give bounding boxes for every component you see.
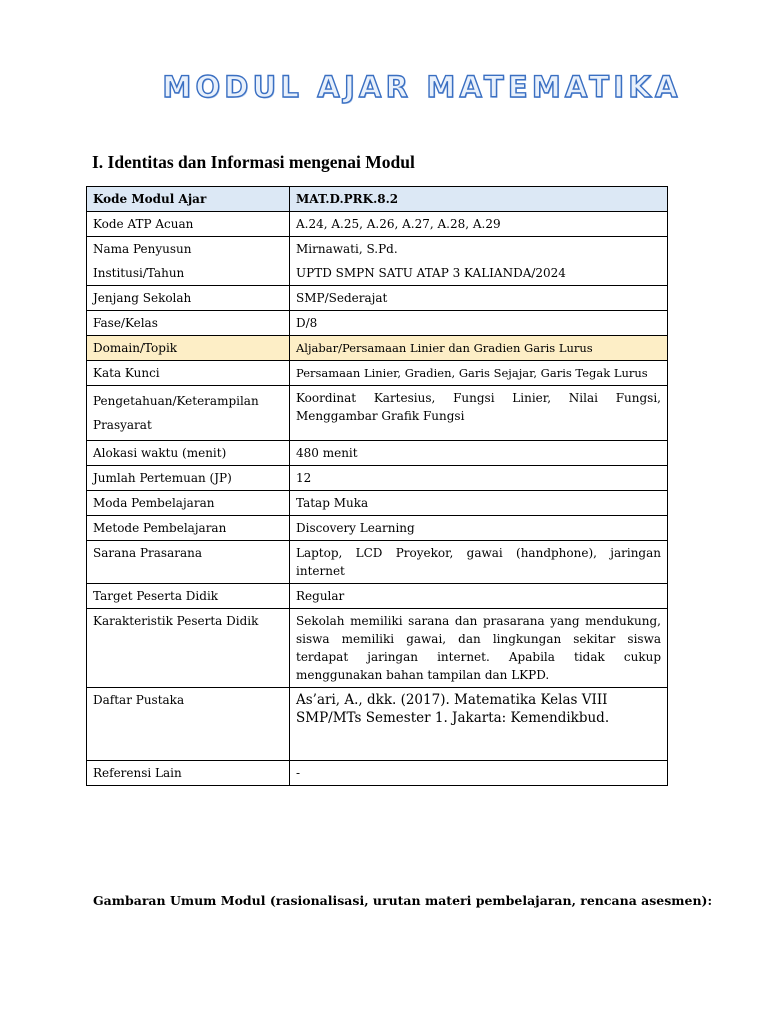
row-value: D/8 — [290, 311, 668, 336]
table-row-moda — [87, 491, 668, 516]
row-label: Target Peserta Didik — [87, 584, 290, 609]
row-value: 480 menit — [290, 441, 668, 466]
row-value: Regular — [290, 584, 668, 609]
table-row-domain-topik — [87, 336, 668, 361]
row-label: Fase/Kelas — [87, 311, 290, 336]
row-value: A.24, A.25, A.26, A.27, A.28, A.29 — [290, 212, 668, 237]
row-value: Koordinat Kartesius, Fungsi Linier, Nilai Fungsi, Menggambar Grafik Fungsi — [290, 386, 668, 441]
row-value: Persamaan Linier, Gradien, Garis Sejajar, Garis Tegak Lurus — [290, 361, 668, 386]
row-value: - — [290, 761, 668, 786]
row-value-group — [290, 237, 668, 286]
table-row-jumlah-pertemuan — [87, 466, 668, 491]
row-label: Kode ATP Acuan — [87, 212, 290, 237]
row-label-group — [87, 237, 290, 286]
row-label: Moda Pembelajaran — [87, 491, 290, 516]
row-value: Laptop, LCD Proyekor, gawai (handphone), jaringan internet — [290, 541, 668, 584]
table-row-alokasi-waktu — [87, 441, 668, 466]
row-label: Jenjang Sekolah — [87, 286, 290, 311]
section-heading: I. Identitas dan Informasi mengenai Modul — [92, 152, 415, 172]
row-label: Sarana Prasarana — [87, 541, 290, 584]
table-row-metode — [87, 516, 668, 541]
row-label: Pengetahuan/Keterampilan — [93, 394, 259, 408]
row-label: Karakteristik Peserta Didik — [87, 609, 290, 688]
row-value: UPTD SMPN SATU ATAP 3 KALIANDA/2024 — [296, 266, 566, 280]
table-row-karakteristik — [87, 609, 668, 688]
row-label: Domain/Topik — [87, 336, 290, 361]
table-row-daftar-pustaka — [87, 688, 668, 761]
row-value: As’ari, A., dkk. (2017). Matematika Kelas VIII SMP/MTs Semester 1. Jakarta: Kemendikbud. — [290, 688, 668, 761]
module-identity-table — [86, 186, 668, 786]
table-row-kode-atp — [87, 212, 668, 237]
row-value: SMP/Sederajat — [290, 286, 668, 311]
row-value: Tatap Muka — [290, 491, 668, 516]
row-label: Metode Pembelajaran — [87, 516, 290, 541]
row-label: Jumlah Pertemuan (JP) — [87, 466, 290, 491]
table-row-referensi — [87, 761, 668, 786]
gambaran-umum-heading: Gambaran Umum Modul (rasionalisasi, urutan materi pembelajaran, rencana asesmen): — [93, 893, 713, 908]
row-label: Nama Penyusun — [93, 242, 192, 256]
row-label: Kata Kunci — [87, 361, 290, 386]
row-label: Institusi/Tahun — [93, 266, 185, 280]
row-value: Mirnawati, S.Pd. — [296, 242, 398, 256]
document-title: MODUL AJAR MATEMATIKA — [162, 70, 682, 104]
row-label: Referensi Lain — [87, 761, 290, 786]
table-row-kode-modul — [87, 187, 668, 212]
row-label: Prasyarat — [93, 418, 152, 432]
table-row-jenjang — [87, 286, 668, 311]
table-row-target — [87, 584, 668, 609]
row-label: Daftar Pustaka — [87, 688, 290, 761]
row-value: 12 — [290, 466, 668, 491]
table-row-penyusun-institusi — [87, 237, 668, 286]
row-label-group — [87, 386, 290, 441]
table-row-kata-kunci — [87, 361, 668, 386]
row-value: Discovery Learning — [290, 516, 668, 541]
row-label: Alokasi waktu (menit) — [87, 441, 290, 466]
row-label: Kode Modul Ajar — [87, 187, 290, 212]
table-row-fase-kelas — [87, 311, 668, 336]
row-value: Aljabar/Persamaan Linier dan Gradien Garis Lurus — [290, 336, 668, 361]
table-row-sarana — [87, 541, 668, 584]
row-value: Sekolah memiliki sarana dan prasarana yang mendukung, siswa memiliki gawai, dan lingkungan sekitar siswa terdapat jaringan internet. Apabila tidak cukup menggunakan bahan tampilan dan LKPD. — [290, 609, 668, 688]
table-row-prasyarat — [87, 386, 668, 441]
row-value: MAT.D.PRK.8.2 — [290, 187, 668, 212]
